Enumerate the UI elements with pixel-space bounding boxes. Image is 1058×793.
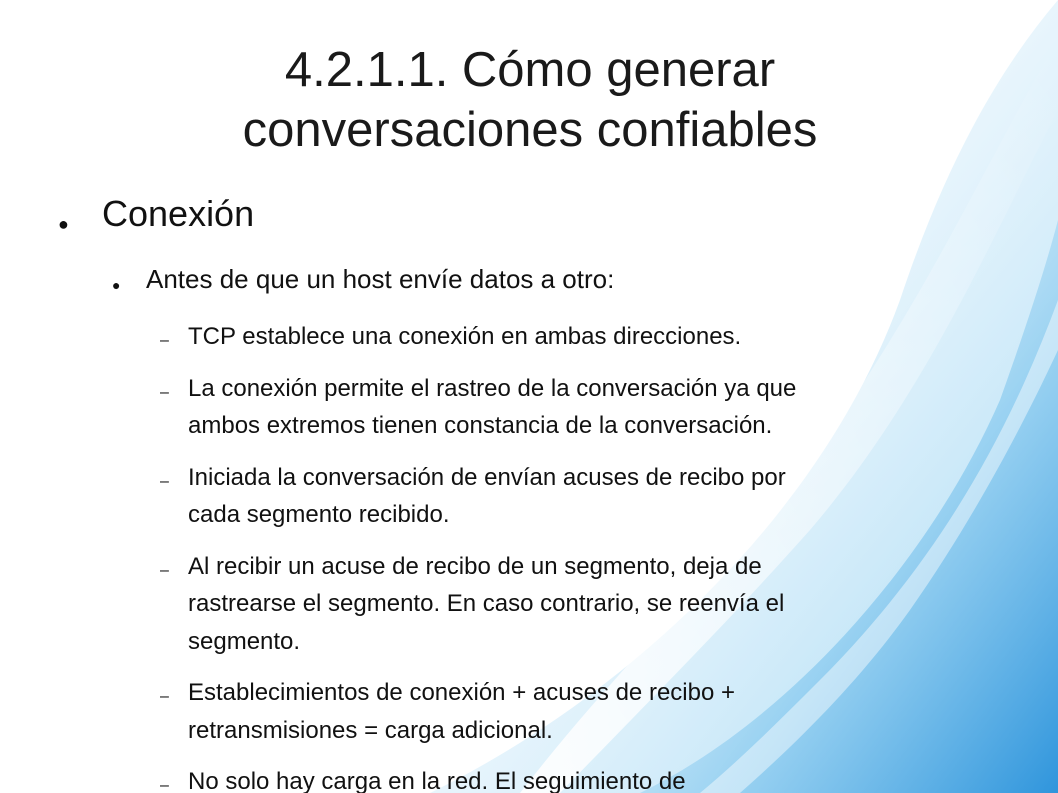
sub-bullet-item (160, 318, 1020, 356)
sub-bullet-item (160, 763, 1020, 793)
slide-title-line-2: conversaciones confiables (242, 103, 818, 157)
bullet-level-1-text: Conexión (102, 193, 255, 234)
sub-bullet-item (160, 370, 1020, 445)
dash-bullet-icon: – (160, 561, 169, 579)
sub-bullet-line: ambos extremos tienen constancia de la conversación. (188, 412, 773, 439)
dash-bullet-icon: – (160, 332, 169, 349)
sub-bullet-line: Iniciada la conversación de envían acuses de recibo por (188, 463, 786, 491)
sub-bullet-item (160, 548, 1020, 661)
sub-bullet-line: cada segmento recibido. (188, 501, 450, 528)
dash-bullet-icon: – (160, 472, 169, 490)
dash-bullet-icon: – (160, 383, 169, 401)
sub-bullet-line: Al recibir un acuse de recibo de un segmento, deja de (188, 552, 762, 580)
sub-bullet-line: Establecimientos de conexión + acuses de recibo + (188, 679, 735, 706)
bullet-level-2-text: Antes de que un host envíe datos a otro: (146, 264, 615, 294)
sub-bullet-item (160, 674, 1020, 749)
sub-bullet-line: rastrearse el segmento. En caso contrario, se reenvía el (188, 590, 785, 617)
bullet-dot-icon: ● (58, 214, 69, 234)
sub-bullet-line: segmento. (188, 627, 301, 655)
sub-bullet-line: La conexión permite el rastreo de la conversación ya que (188, 374, 797, 402)
dash-bullet-icon: – (160, 777, 169, 793)
sub-bullet-line: No solo hay carga en la red. El seguimiento de (188, 768, 686, 793)
sub-bullet-line: TCP establece una conexión en ambas direcciones. (188, 323, 742, 350)
sub-bullet-list (160, 318, 1020, 793)
slide-title (60, 40, 1000, 160)
sub-bullet-line: retransmisiones = carga adicional. (188, 716, 553, 744)
bullet-dot-icon: ● (112, 277, 121, 293)
sub-bullet-item (160, 459, 1020, 534)
slide-title-line-1: 4.2.1.1. Cómo generar (284, 43, 776, 97)
dash-bullet-icon: – (160, 688, 169, 705)
